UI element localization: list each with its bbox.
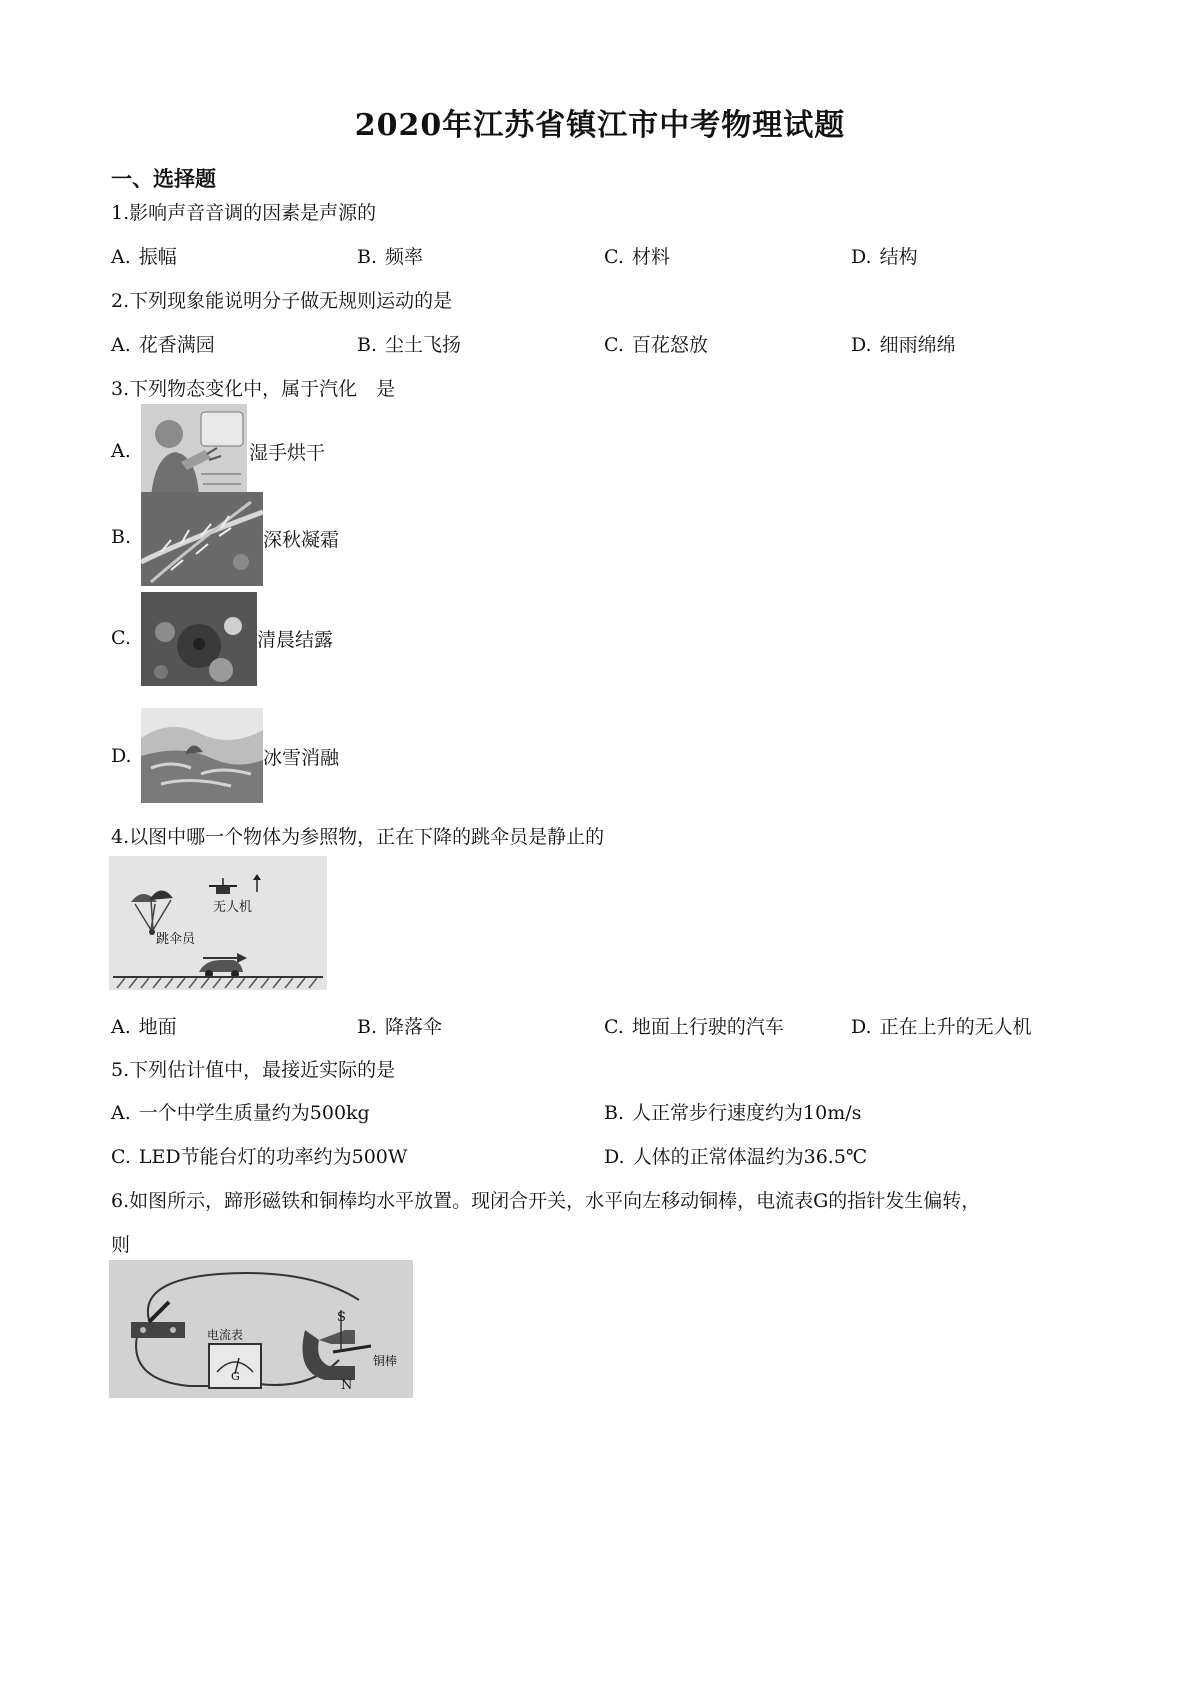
autumn-frost-image	[141, 492, 263, 586]
option-label: C.	[111, 1146, 131, 1168]
question-3-stem: 3.下列物态变化中，属于汽化 是	[111, 378, 396, 400]
option-label: A.	[111, 334, 131, 356]
question-2-stem: 2.下列现象能说明分子做无规则运动的是	[111, 290, 453, 312]
q3-option-a-label[interactable]: A.	[111, 440, 131, 462]
question-6-stem-line-1: 6.如图所示，蹄形磁铁和铜棒均水平放置。现闭合开关，水平向左移动铜棒，电流表G的指针发生偏转，	[111, 1190, 981, 1212]
option-text: 细雨绵绵	[879, 334, 956, 356]
jumper-label: 跳伞员	[156, 932, 196, 947]
electromagnetic-induction-diagram	[109, 1260, 413, 1398]
option-text: 降落伞	[385, 1016, 443, 1038]
option-label: C.	[604, 1016, 624, 1038]
option-label: B.	[357, 246, 378, 268]
option-label: D.	[604, 1146, 625, 1168]
q2-option-b[interactable]	[357, 330, 461, 357]
g-label: G	[231, 1370, 240, 1383]
option-text: 振幅	[138, 246, 177, 268]
q4-option-d[interactable]	[851, 1012, 1032, 1039]
q5-option-c[interactable]	[111, 1142, 407, 1169]
copper-rod-label: 铜棒	[373, 1354, 398, 1368]
q5-option-d[interactable]	[604, 1142, 867, 1169]
option-text: 百花怒放	[631, 334, 708, 356]
snow-melting-image	[141, 708, 263, 803]
drone-label: 无人机	[213, 900, 253, 915]
q2-option-d[interactable]	[851, 330, 956, 357]
question-1-stem: 1.影响声音音调的因素是声源的	[111, 202, 377, 224]
option-label: B.	[604, 1102, 625, 1124]
wet-hands-drying-image	[141, 404, 247, 497]
ammeter-label: 电流表	[207, 1328, 244, 1342]
option-text: 一个中学生质量约为500kg	[138, 1102, 370, 1124]
switch-icon	[131, 1322, 185, 1338]
option-label: A.	[111, 1016, 131, 1038]
option-text: 地面上行驶的汽车	[631, 1016, 784, 1038]
option-label: D.	[851, 246, 872, 268]
q3-option-d-label[interactable]: D.	[111, 745, 132, 767]
q4-option-b[interactable]	[357, 1012, 442, 1039]
drone-icon	[216, 886, 230, 894]
option-text: 人正常步行速度约为10m/s	[632, 1102, 862, 1124]
q1-option-b[interactable]	[357, 242, 423, 269]
q3-option-c-label[interactable]: C.	[111, 627, 131, 649]
morning-dew-image	[141, 592, 257, 686]
option-text: LED节能台灯的功率约为500W	[138, 1146, 408, 1168]
option-text: 尘土飞扬	[385, 334, 462, 356]
section-heading: 一、选择题	[111, 166, 216, 191]
q1-option-d[interactable]	[851, 242, 918, 269]
q2-option-a[interactable]	[111, 330, 215, 357]
question-4-stem: 4.以图中哪一个物体为参照物，正在下降的跳伞员是静止的	[111, 826, 605, 848]
q5-option-b[interactable]	[604, 1098, 861, 1125]
option-text: 正在上升的无人机	[879, 1016, 1032, 1038]
option-text: 结构	[879, 246, 918, 268]
option-label: D.	[851, 334, 872, 356]
n-pole-label: N	[341, 1378, 353, 1393]
q3-option-a-text: 湿手烘干	[249, 442, 326, 464]
question-6-stem-line-2: 则	[111, 1234, 131, 1256]
option-text: 花香满园	[138, 334, 215, 356]
q3-option-b-text: 深秋凝霜	[263, 529, 340, 551]
q1-option-a[interactable]	[111, 242, 177, 269]
option-label: B.	[357, 334, 378, 356]
option-text: 地面	[138, 1016, 177, 1038]
option-label: C.	[604, 246, 624, 268]
q4-option-c[interactable]	[604, 1012, 784, 1039]
option-text: 人体的正常体温约为36.5℃	[632, 1146, 868, 1168]
option-label: A.	[111, 246, 131, 268]
skydiving-diagram	[109, 856, 327, 990]
page-title: 2020年江苏省镇江市中考物理试题	[354, 108, 846, 143]
option-text: 材料	[631, 246, 670, 268]
option-label: C.	[604, 334, 624, 356]
q4-option-a[interactable]	[111, 1012, 177, 1039]
option-label: B.	[357, 1016, 378, 1038]
s-pole-label: S	[337, 1310, 346, 1325]
option-label: A.	[111, 1102, 131, 1124]
option-text: 频率	[385, 246, 424, 268]
q3-option-b-label[interactable]: B.	[111, 526, 132, 548]
skydiver-icon	[149, 929, 155, 935]
q1-option-c[interactable]	[604, 242, 670, 269]
q3-option-c-text: 清晨结露	[257, 629, 334, 651]
q5-option-a[interactable]	[111, 1098, 370, 1125]
question-5-stem: 5.下列估计值中，最接近实际的是	[111, 1059, 396, 1081]
option-label: D.	[851, 1016, 872, 1038]
q3-option-d-text: 冰雪消融	[263, 747, 340, 769]
q2-option-c[interactable]	[604, 330, 708, 357]
